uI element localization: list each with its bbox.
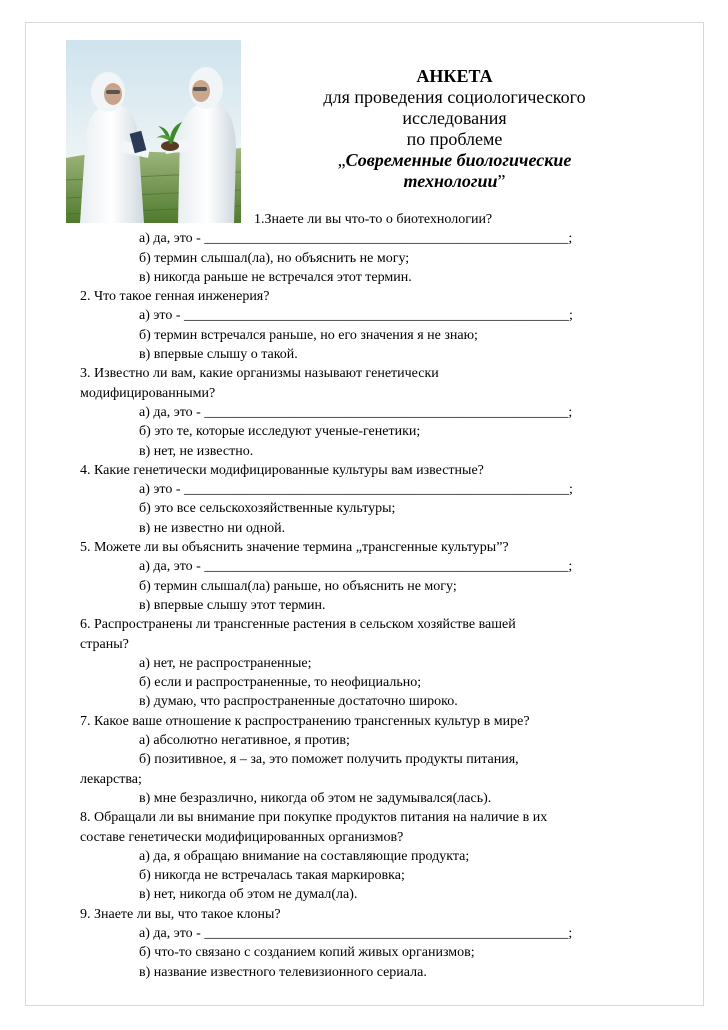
- question-4-option-c: в) не известно ни одной.: [139, 520, 286, 536]
- page-title: АНКЕТА: [416, 66, 493, 86]
- scientists-photo: [66, 40, 241, 223]
- subtitle-line-1: для проведения социологического: [323, 87, 586, 107]
- scientists-in-protective-suits-with-plant-photo: [66, 40, 241, 223]
- question-8-text-line-1: 8. Обращали ли вы внимание при покупке продуктов питания на наличие в их: [80, 810, 548, 826]
- questionnaire-header: [282, 66, 627, 192]
- question-6-option-b: б) если и распространенные, то неофициально;: [139, 675, 422, 691]
- question-7-option-c: в) мне безразлично, никогда об этом не задумывался(лась).: [139, 790, 492, 806]
- subtitle-line-2: исследования: [402, 108, 507, 128]
- question-4-text: 4. Какие генетически модифицированные культуры вам известные?: [80, 462, 484, 478]
- question-6-option-c: в) думаю, что распространенные достаточно широко.: [139, 694, 458, 710]
- question-9-option-b: б) что-то связано с созданием копий живых организмов;: [139, 945, 475, 961]
- question-8-option-c: в) нет, никогда об этом не думал(ла).: [139, 887, 358, 903]
- questions-list: [80, 210, 680, 982]
- question-4-option-b: б) это все сельскохозяйственные культуры;: [139, 501, 396, 517]
- question-3-option-a: а) да, это - ____________________________________________________;: [139, 404, 573, 420]
- question-5-text: 5. Можете ли вы объяснить значение термина „трансгенные культуры”?: [80, 540, 509, 556]
- question-9-text: 9. Знаете ли вы, что такое клоны?: [80, 906, 281, 922]
- topic-line-1: [282, 150, 627, 171]
- question-5-option-c: в) впервые слышу этот термин.: [139, 597, 326, 613]
- question-8-text-line-2: составе генетически модифицированных организмов?: [80, 829, 404, 845]
- question-3-text-line-1: 3. Известно ли вам, какие организмы называют генетически: [80, 366, 439, 382]
- question-7-option-b-continuation: лекарства;: [80, 771, 142, 787]
- question-3-text-line-2: модифицированными?: [80, 385, 216, 401]
- question-5-option-a: а) да, это - ____________________________________________________;: [139, 559, 573, 575]
- question-2-option-c: в) впервые слышу о такой.: [139, 347, 298, 363]
- subtitle-line-3: по проблеме: [406, 129, 503, 149]
- question-6-text-line-1: 6. Распространены ли трансгенные растения в сельском хозяйстве вашей: [80, 617, 516, 633]
- question-9-option-c: в) название известного телевизионного сериала.: [139, 964, 427, 980]
- question-8-option-b: б) никогда не встречалась такая маркировка;: [139, 868, 405, 884]
- question-7-text: 7. Какое ваше отношение к распространению трансгенных культур в мире?: [80, 713, 530, 729]
- question-1-text: 1.Знаете ли вы что-то о биотехнологии?: [254, 212, 493, 227]
- question-3-option-b: б) это те, которые исследуют ученые-генетики;: [139, 424, 421, 440]
- question-7-option-a: а) абсолютно негативное, я против;: [139, 733, 350, 749]
- question-2-text: 2. Что такое генная инженерия?: [80, 289, 270, 305]
- topic-text-1: Современные биологические: [345, 150, 572, 170]
- topic-line-2: [282, 171, 627, 192]
- topic-text-2: технологии: [403, 171, 498, 191]
- question-7-option-b: б) позитивное, я – за, это поможет получить продукты питания,: [139, 752, 519, 768]
- question-4-option-a: а) это - _______________________________________________________;: [139, 482, 573, 498]
- question-6-option-a: а) нет, не распространенные;: [139, 655, 312, 671]
- question-1-option-a: а) да, это - ____________________________________________________;: [139, 231, 573, 247]
- question-1-option-c: в) никогда раньше не встречался этот термин.: [139, 269, 412, 285]
- question-9-option-a: а) да, это - ____________________________________________________;: [139, 925, 573, 941]
- question-2-option-b: б) термин встречался раньше, но его значения я не знаю;: [139, 327, 478, 343]
- question-6-text-line-2: страны?: [80, 636, 129, 652]
- quote-close: ”: [497, 171, 506, 191]
- quote-open: „: [337, 150, 346, 170]
- question-1-option-b: б) термин слышал(ла), но объяснить не могу;: [139, 250, 410, 266]
- question-8-option-a: а) да, я обращаю внимание на составляющие продукта;: [139, 848, 470, 864]
- question-5-option-b: б) термин слышал(ла) раньше, но объяснить не могу;: [139, 578, 457, 594]
- question-2-option-a: а) это - _______________________________________________________;: [139, 308, 573, 324]
- question-3-option-c: в) нет, не известно.: [139, 443, 254, 459]
